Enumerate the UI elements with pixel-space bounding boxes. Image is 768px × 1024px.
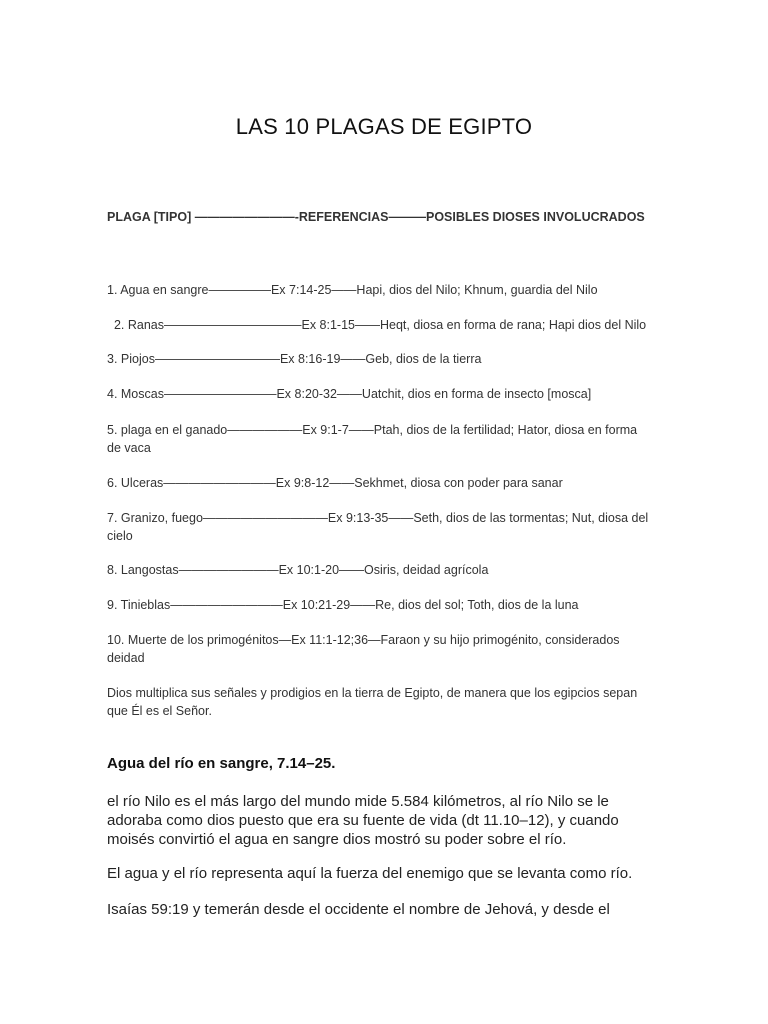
plague-item-10-continuation: deidad: [107, 651, 145, 665]
plague-item-5-continuation: de vaca: [107, 441, 151, 455]
plague-item-7-continuation: cielo: [107, 529, 133, 543]
plague-item-10: 10. Muerte de los primogénitos—Ex 11:1-12;36—Faraon y su hijo primogénito, considerados: [107, 633, 620, 647]
document-title: LAS 10 PLAGAS DE EGIPTO: [235, 114, 533, 139]
summary-line-2: que Él es el Señor.: [107, 704, 212, 718]
paragraph-1-line-1: el río Nilo es el más largo del mundo mide 5.584 kilómetros, al río Nilo se le: [107, 793, 609, 810]
plague-item-6: 6. Ulceras—————————Ex 9:8-12——Sekhmet, diosa con poder para sanar: [107, 476, 563, 490]
paragraph-1-line-3: moisés convirtió el agua en sangre dios mostró su poder sobre el río.: [107, 831, 567, 848]
plague-item-7: 7. Granizo, fuego——————————Ex 9:13-35——Seth, dios de las tormentas; Nut, diosa del: [107, 511, 649, 525]
paragraph-1-line-2: adoraba como dios puesto que era su fuente de vida (dt 11.10–12), y cuando: [107, 812, 619, 829]
table-header-line: PLAGA [TIPO] ————————-REFERENCIAS———POSIBLES DIOSES INVOLUCRADOS: [107, 210, 645, 224]
plague-item-5: 5. plaga en el ganado——————Ex 9:1-7——Ptah, dios de la fertilidad; Hator, diosa en forma: [107, 423, 638, 437]
plague-item-4: 4. Moscas—————————Ex 8:20-32——Uatchit, dios en forma de insecto [mosca]: [107, 387, 592, 401]
plague-item-9: 9. Tinieblas—————————Ex 10:21-29——Re, dios del sol; Toth, dios de la luna: [107, 598, 579, 612]
plague-item-8: 8. Langostas————————Ex 10:1-20——Osiris, deidad agrícola: [107, 563, 489, 577]
paragraph-2: El agua y el río representa aquí la fuerza del enemigo que se levanta como río.: [107, 865, 633, 882]
section-heading: Agua del río en sangre, 7.14–25.: [107, 755, 336, 772]
plague-item-1: 1. Agua en sangre—————Ex 7:14-25——Hapi, dios del Nilo; Khnum, guardia del Nilo: [107, 283, 598, 297]
plague-item-3: 3. Piojos——————————Ex 8:16-19——Geb, dios de la tierra: [107, 352, 482, 366]
paragraph-3: Isaías 59:19 y temerán desde el occidente el nombre de Jehová, y desde el: [107, 901, 610, 918]
plague-item-2: 2. Ranas———————————Ex 8:1-15——Heqt, diosa en forma de rana; Hapi dios del Nilo: [107, 318, 647, 332]
summary-line-1: Dios multiplica sus señales y prodigios en la tierra de Egipto, de manera que los egipcios sepan: [107, 686, 638, 700]
